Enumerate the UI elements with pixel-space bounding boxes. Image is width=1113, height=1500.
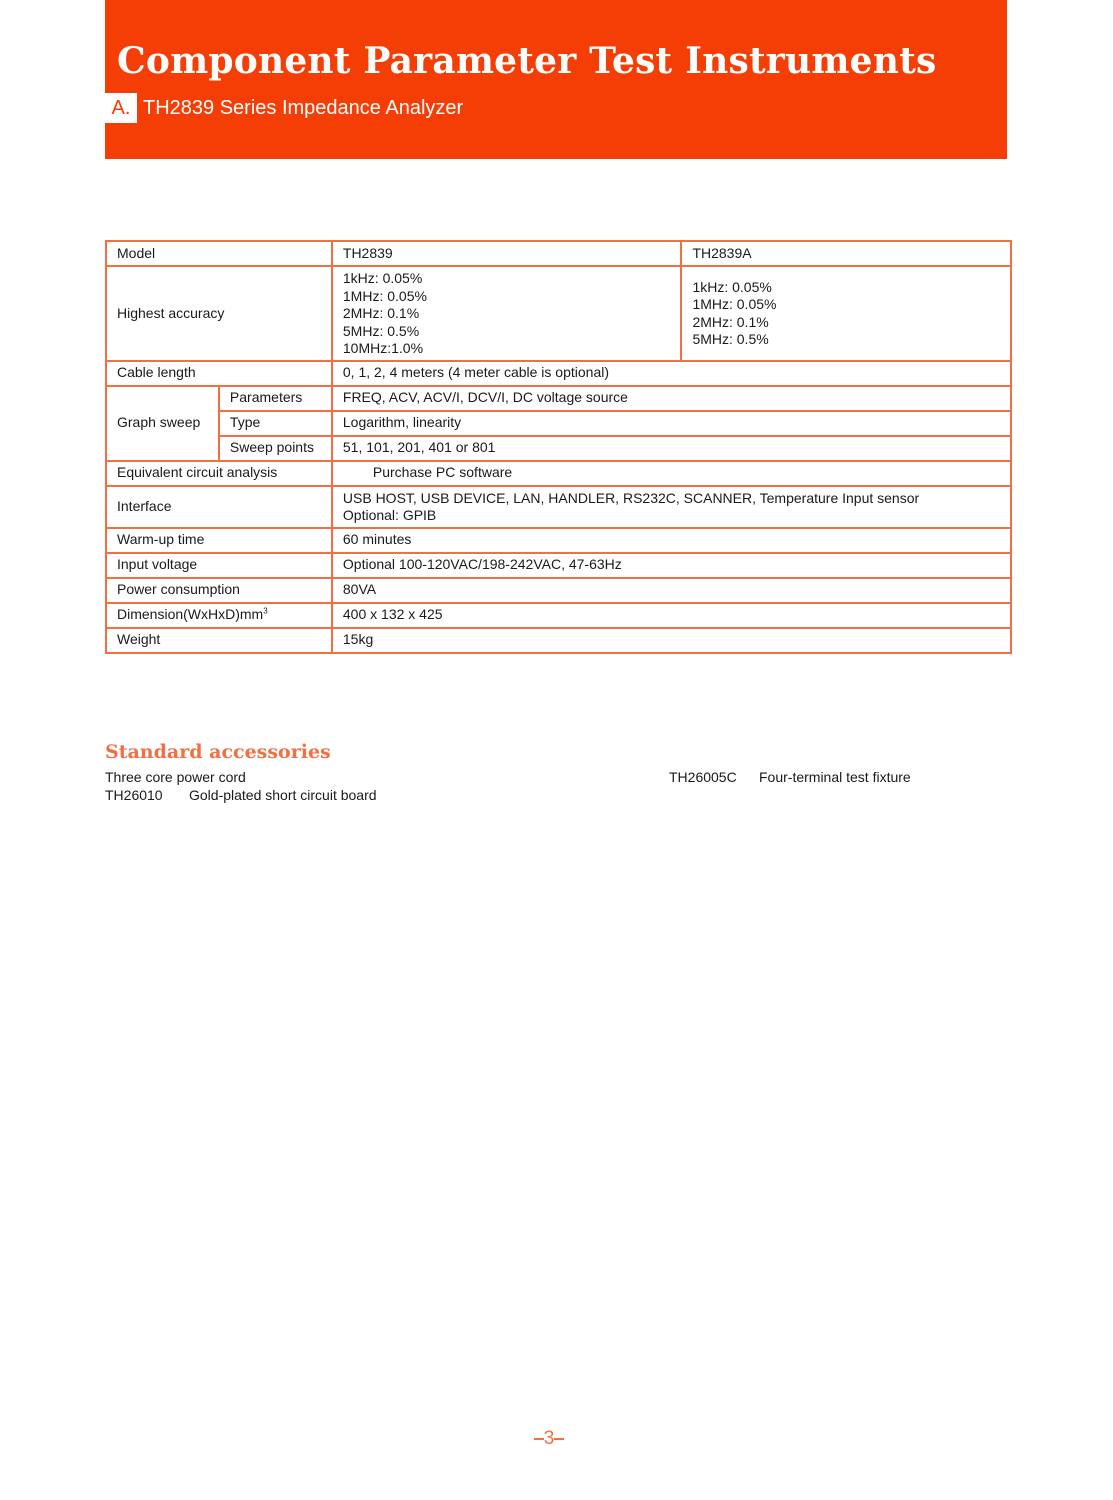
input-voltage-label: Input voltage (106, 553, 332, 578)
sweep-label: Graph sweep (106, 386, 219, 461)
model-th2839: TH2839 (332, 241, 682, 266)
accessories-title: Standard accessories (105, 741, 331, 763)
accessory-item (669, 769, 911, 785)
input-voltage-value: Optional 100-120VAC/198-242VAC, 47-63Hz (332, 553, 1011, 578)
accessory-code: TH26005C (669, 769, 737, 785)
weight-value: 15kg (332, 628, 1011, 653)
sweep-params-value: FREQ, ACV, ACV/I, DCV/I, DC voltage source (332, 386, 1011, 411)
sweep-points-label: Sweep points (219, 436, 332, 461)
accessory-code: TH26010 (105, 787, 163, 803)
accuracy-line: 5MHz: 0.5% (692, 331, 769, 348)
accuracy-th2839 (332, 266, 682, 361)
eca-label: Equivalent circuit analysis (106, 461, 332, 486)
accessory-item (105, 769, 246, 785)
accessory-desc: Three core power cord (105, 769, 246, 785)
accuracy-line: 2MHz: 0.1% (692, 313, 769, 330)
table-row-warmup (106, 528, 1011, 553)
cable-value: 0, 1, 2, 4 meters (4 meter cable is optional) (332, 361, 1011, 386)
table-row-weight (106, 628, 1011, 653)
accessory-item (105, 787, 377, 803)
page-title: Component Parameter Test Instruments (117, 40, 937, 82)
header-banner (105, 0, 1007, 159)
accuracy-line: 1kHz: 0.05% (342, 270, 423, 286)
power-label: Power consumption (106, 578, 332, 603)
table-row-dimension (106, 603, 1011, 628)
sweep-type-value: Logarithm, linearity (332, 411, 1011, 436)
interface-label: Interface (106, 486, 332, 528)
model-label: Model (106, 241, 332, 266)
accuracy-line: 10MHz:1.0% (342, 340, 424, 356)
dimension-label (106, 603, 332, 628)
power-value: 80VA (332, 578, 1011, 603)
section-heading (105, 93, 463, 123)
table-row-accuracy (106, 266, 1011, 361)
section-letter: A. (105, 93, 137, 123)
accessory-desc: Four-terminal test fixture (759, 769, 911, 785)
interface-value (332, 486, 1011, 528)
accuracy-label: Highest accuracy (106, 266, 332, 361)
sweep-type-label: Type (219, 411, 332, 436)
cable-label: Cable length (106, 361, 332, 386)
accuracy-line: 1kHz: 0.05% (692, 278, 772, 295)
model-th2839a: TH2839A (681, 241, 1011, 266)
accuracy-line: 1MHz: 0.05% (692, 296, 777, 313)
interface-line: Optional: GPIB (342, 507, 437, 523)
accuracy-line: 1MHz: 0.05% (342, 287, 427, 304)
warmup-value: 60 minutes (332, 528, 1011, 553)
accuracy-th2839a (681, 266, 1011, 361)
page-number-text: 3 (543, 1428, 555, 1449)
table-row-model (106, 241, 1011, 266)
weight-label: Weight (106, 628, 332, 653)
page-number (527, 1428, 571, 1450)
interface-line: USB HOST, USB DEVICE, LAN, HANDLER, RS232C, SCANNER, Temperature Input sensor (342, 489, 920, 506)
sweep-points-value: 51, 101, 201, 401 or 801 (332, 436, 1011, 461)
accuracy-line: 2MHz: 0.1% (342, 305, 420, 321)
dimension-label-text: Dimension(WxHxD)mm (117, 606, 264, 623)
table-row-sweep-type (106, 411, 1011, 436)
page-dash-right (554, 1438, 564, 1440)
section-title: TH2839 Series Impedance Analyzer (143, 96, 464, 119)
dimension-value: 400 x 132 x 425 (332, 603, 1011, 628)
table-row-power (106, 578, 1011, 603)
dimension-superscript: 3 (263, 606, 268, 616)
eca-value: Purchase PC software (332, 461, 1011, 486)
table-row-interface (106, 486, 1011, 528)
table-row-cable (106, 361, 1011, 386)
sweep-params-label: Parameters (219, 386, 332, 411)
accessory-desc: Gold-plated short circuit board (189, 787, 377, 803)
warmup-label: Warm-up time (106, 528, 332, 553)
spec-table (105, 240, 1012, 654)
table-row-sweep-points (106, 436, 1011, 461)
table-row-eca (106, 461, 1011, 486)
page-dash-left (534, 1438, 544, 1440)
accuracy-line: 5MHz: 0.5% (342, 322, 420, 339)
table-row-input-voltage (106, 553, 1011, 578)
table-row-sweep-params (106, 386, 1011, 411)
